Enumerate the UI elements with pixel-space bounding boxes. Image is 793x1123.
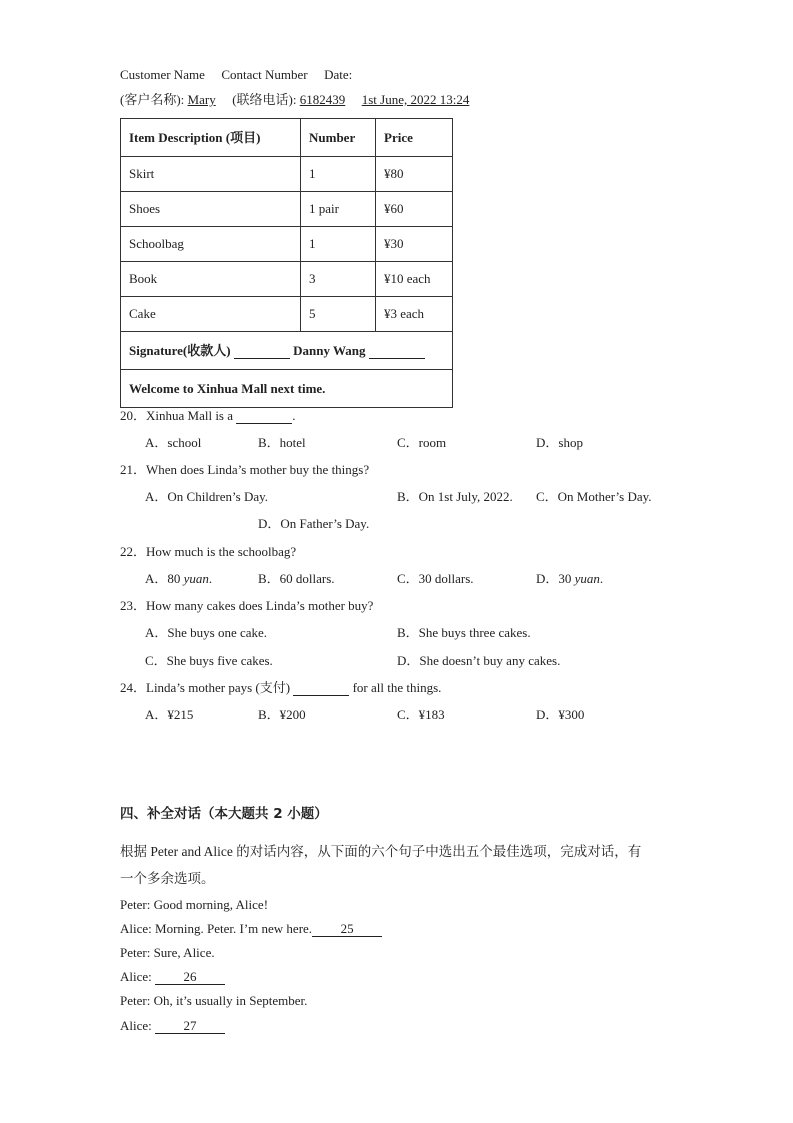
option-b: B．¥200	[258, 707, 306, 722]
signature-name: Danny Wang	[293, 342, 366, 358]
header-values	[120, 91, 469, 109]
option-a-end: .	[208, 571, 213, 586]
question-stem-end: .	[292, 408, 296, 423]
dialogue-line	[120, 968, 225, 986]
date-value: 1st June, 2022 13:24	[361, 92, 470, 107]
option-a: A．¥215	[145, 707, 194, 722]
cell-price: ¥10 each	[376, 262, 453, 297]
dialogue-blank-25: 25	[312, 922, 382, 937]
option-b: B．60 dollars.	[258, 571, 335, 586]
signature-blank-right	[369, 344, 425, 359]
option-a: A．She buys one cake.	[145, 625, 268, 640]
question-stem: 20．Xinhua Mall is a	[120, 408, 234, 423]
cell-price: ¥60	[376, 192, 453, 227]
label-contact-cn: (联络电话):	[232, 92, 297, 107]
option-a-text: A．80	[145, 571, 181, 586]
question-20	[120, 407, 296, 425]
option-b: B．On 1st July, 2022.	[397, 489, 513, 504]
welcome-row	[121, 370, 453, 408]
option-d-text: D．30	[536, 571, 572, 586]
dialogue-line	[120, 1017, 225, 1035]
dialogue-line: Peter: Oh, it’s usually in September.	[120, 993, 308, 1008]
label-date: Date:	[324, 67, 353, 82]
receipt-header-row	[121, 119, 453, 157]
option-d: D．She doesn’t buy any cakes.	[397, 653, 561, 668]
cell-item: Schoolbag	[121, 227, 301, 262]
cell-item: Skirt	[121, 157, 301, 192]
cell-number: 1	[301, 227, 376, 262]
option-c: C．¥183	[397, 707, 445, 722]
cell-number: 1	[301, 157, 376, 192]
question-24	[120, 679, 441, 697]
option-d	[536, 570, 603, 588]
signature-label: Signature(收款人)	[129, 342, 231, 358]
question-stem: 24．Linda’s mother pays (支付)	[120, 680, 291, 695]
question-22: 22．How much is the schoolbag?	[120, 544, 297, 559]
receipt-table	[120, 118, 453, 408]
cell-item: Book	[121, 262, 301, 297]
cell-number: 5	[301, 297, 376, 332]
option-d: D．¥300	[536, 707, 585, 722]
cell-item: Shoes	[121, 192, 301, 227]
contact-number-value: 6182439	[299, 92, 346, 107]
label-customer-cn: (客户名称):	[120, 92, 185, 107]
option-b: B．She buys three cakes.	[397, 625, 531, 640]
dialogue-text: Alice:	[120, 1018, 152, 1033]
option-d: D．On Father’s Day.	[258, 516, 370, 531]
dialogue-line: Peter: Sure, Alice.	[120, 945, 215, 960]
welcome-cell: Welcome to Xinhua Mall next time.	[121, 370, 453, 408]
table-row	[121, 297, 453, 332]
question-21: 21．When does Linda’s mother buy the things?	[120, 462, 370, 477]
answer-blank	[293, 681, 349, 696]
option-d-unit: yuan	[574, 571, 600, 586]
section-intro-line-1: 根据 Peter and Alice 的对话内容，从下面的六个句子中选出五个最佳选项，完成对话，有	[120, 844, 642, 859]
cell-item: Cake	[121, 297, 301, 332]
dialogue-line	[120, 920, 382, 938]
section-title: 四、补全对话（本大题共 2 小题）	[120, 806, 328, 822]
table-row	[121, 157, 453, 192]
dialogue-text: Alice:	[120, 969, 152, 984]
dialogue-line: Peter: Good morning, Alice!	[120, 897, 269, 912]
signature-cell	[121, 332, 453, 370]
option-c: C．On Mother’s Day.	[536, 489, 652, 504]
dialogue-blank-27: 27	[155, 1019, 225, 1034]
answer-blank	[236, 409, 292, 424]
table-row	[121, 262, 453, 297]
col-header-item: Item Description (项目)	[121, 119, 301, 157]
label-customer-name: Customer Name	[120, 67, 205, 82]
option-a-unit: yuan	[183, 571, 209, 586]
table-row	[121, 227, 453, 262]
option-a	[145, 570, 212, 588]
cell-number: 3	[301, 262, 376, 297]
signature-row	[121, 332, 453, 370]
option-a: A．school	[145, 435, 202, 450]
cell-price: ¥80	[376, 157, 453, 192]
option-a: A．On Children’s Day.	[145, 489, 269, 504]
question-stem-end: for all the things.	[352, 680, 442, 695]
option-c: C．She buys five cakes.	[145, 653, 273, 668]
table-row	[121, 192, 453, 227]
option-b: B．hotel	[258, 435, 306, 450]
dialogue-blank-26: 26	[155, 970, 225, 985]
option-d-end: .	[599, 571, 604, 586]
option-c: C．room	[397, 435, 447, 450]
dialogue-text: Alice: Morning. Peter. I’m new here.	[120, 921, 313, 936]
question-23: 23．How many cakes does Linda’s mother buy?	[120, 598, 374, 613]
cell-number: 1 pair	[301, 192, 376, 227]
cell-price: ¥30	[376, 227, 453, 262]
col-header-number: Number	[301, 119, 376, 157]
signature-blank-left	[234, 344, 290, 359]
header-labels	[120, 66, 352, 84]
section-intro-line-2: 一个多余选项。	[120, 871, 215, 886]
option-c: C．30 dollars.	[397, 571, 474, 586]
cell-price: ¥3 each	[376, 297, 453, 332]
option-d: D．shop	[536, 435, 583, 450]
customer-name-value: Mary	[187, 92, 216, 107]
label-contact-number: Contact Number	[221, 67, 308, 82]
col-header-price: Price	[376, 119, 453, 157]
